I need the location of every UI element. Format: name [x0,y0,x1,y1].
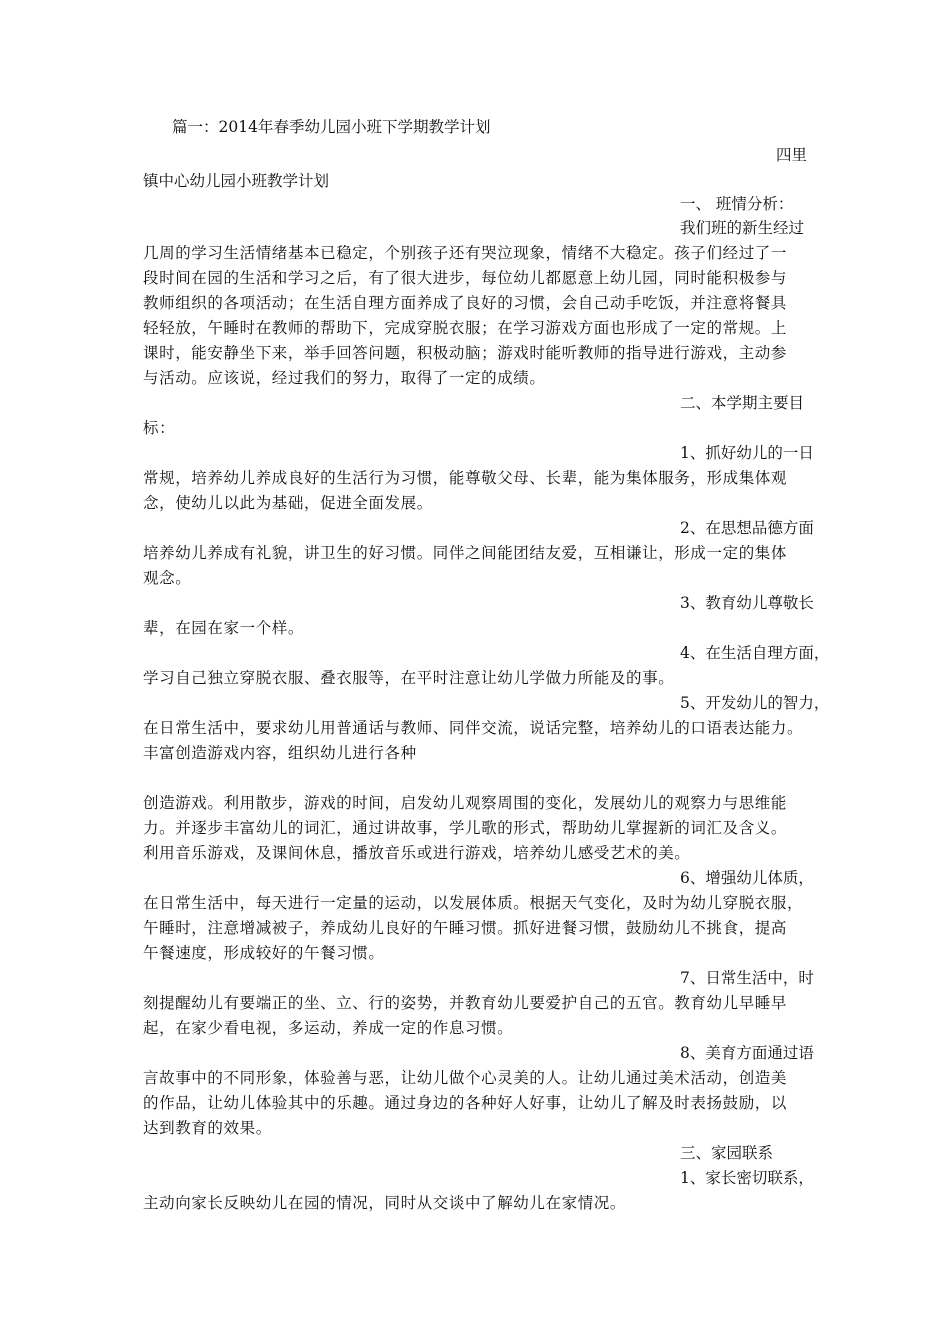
paragraph-line: 午餐速度，形成较好的午餐习惯。 [143,944,385,962]
paragraph-line: 轻轻放，午睡时在教师的帮助下，完成穿脱衣服；在学习游戏方面也形成了一定的常规。上 [143,319,788,337]
list-item-start: 8、美育方面通过语 [680,1044,814,1062]
section-heading: 一、 班情分析： [680,195,794,213]
section-heading-cont: 标： [143,419,176,437]
paragraph-line: 辈，在园在家一个样。 [143,619,305,637]
paragraph-line: 起，在家少看电视，多运动，养成一定的作息习惯。 [143,1019,514,1037]
paragraph-line: 在日常生活中，每天进行一定量的运动，以发展体质。根据天气变化，及时为幼儿穿脱衣服， [143,894,804,912]
paragraph-line: 主动向家长反映幼儿在园的情况，同时从交谈中了解幼儿在家情况。 [143,1194,627,1212]
paragraph-line: 学习自己独立穿脱衣服、叠衣服等，在平时注意让幼儿学做力所能及的事。 [143,669,675,687]
paragraph-line: 创造游戏。利用散步，游戏的时间，启发幼儿观察周围的变化，发展幼儿的观察力与思维能 [143,794,788,812]
author-line-end: 四里 [776,146,808,164]
paragraph-line: 言故事中的不同形象，体验善与恶，让幼儿做个心灵美的人。让幼儿通过美术活动，创造美 [143,1069,788,1087]
paragraph-line: 与活动。应该说，经过我们的努力，取得了一定的成绩。 [143,369,546,387]
paragraph-line: 力。并逐步丰富幼儿的词汇，通过讲故事，学儿歌的形式，帮助幼儿掌握新的词汇及含义。 [143,819,788,837]
list-item-start: 1、家长密切联系， [680,1169,814,1187]
list-item-start: 5、开发幼儿的智力， [680,694,830,712]
list-item-start: 1、抓好幼儿的一日 [680,444,814,462]
paragraph-line: 观念。 [143,569,192,587]
paragraph-line: 午睡时，注意增减被子，养成幼儿良好的午睡习惯。抓好进餐习惯，鼓励幼儿不挑食，提高 [143,919,788,937]
paragraph-line: 利用音乐游戏，及课间休息，播放音乐或进行游戏，培养幼儿感受艺术的美。 [143,844,691,862]
paragraph-line: 几周的学习生活情绪基本已稳定，个别孩子还有哭泣现象，情绪不大稳定。孩子们经过了一 [143,244,788,262]
paragraph-line: 的作品，让幼儿体验其中的乐趣。通过身边的各种好人好事，让幼儿了解及时表扬鼓励，以 [143,1094,788,1112]
document-title: 篇一：2014年春季幼儿园小班下学期教学计划 [172,118,491,136]
paragraph-line: 丰富创造游戏内容，组织幼儿进行各种 [143,744,417,762]
paragraph-line: 培养幼儿养成有礼貌，讲卫生的好习惯。同伴之间能团结友爱，互相谦让，形成一定的集体 [143,544,788,562]
section-heading: 二、本学期主要目 [680,394,805,412]
list-item-start: 2、在思想品德方面 [680,519,814,537]
paragraph-line: 教师组织的各项活动；在生活自理方面养成了良好的习惯，会自己动手吃饭，并注意将餐具 [143,294,788,312]
paragraph-line: 念，使幼儿以此为基础，促进全面发展。 [143,494,433,512]
paragraph-line: 我们班的新生经过 [680,219,805,237]
paragraph-line: 在日常生活中，要求幼儿用普通话与教师、同伴交流，说话完整，培养幼儿的口语表达能力。 [143,719,804,737]
paragraph-line: 刻提醒幼儿有要端正的坐、立、行的姿势，并教育幼儿要爱护自己的五官。教育幼儿早睡早 [143,994,788,1012]
paragraph-line: 课时，能安静坐下来，举手回答问题，积极动脑；游戏时能听教师的指导进行游戏，主动参 [143,344,788,362]
list-item-start: 4、在生活自理方面， [680,644,830,662]
list-item-start: 6、增强幼儿体质， [680,869,814,887]
author-line-start: 镇中心幼儿园小班教学计划 [143,172,330,190]
paragraph-line: 段时间在园的生活和学习之后，有了很大进步，每位幼儿都愿意上幼儿园，同时能积极参与 [143,269,788,287]
paragraph-line: 达到教育的效果。 [143,1119,272,1137]
paragraph-line: 常规，培养幼儿养成良好的生活行为习惯，能尊敬父母、长辈，能为集体服务，形成集体观 [143,469,788,487]
list-item-start: 3、教育幼儿尊敬长 [680,594,814,612]
list-item-start: 7、日常生活中，时 [680,969,814,987]
section-heading: 三、家园联系 [680,1144,774,1162]
